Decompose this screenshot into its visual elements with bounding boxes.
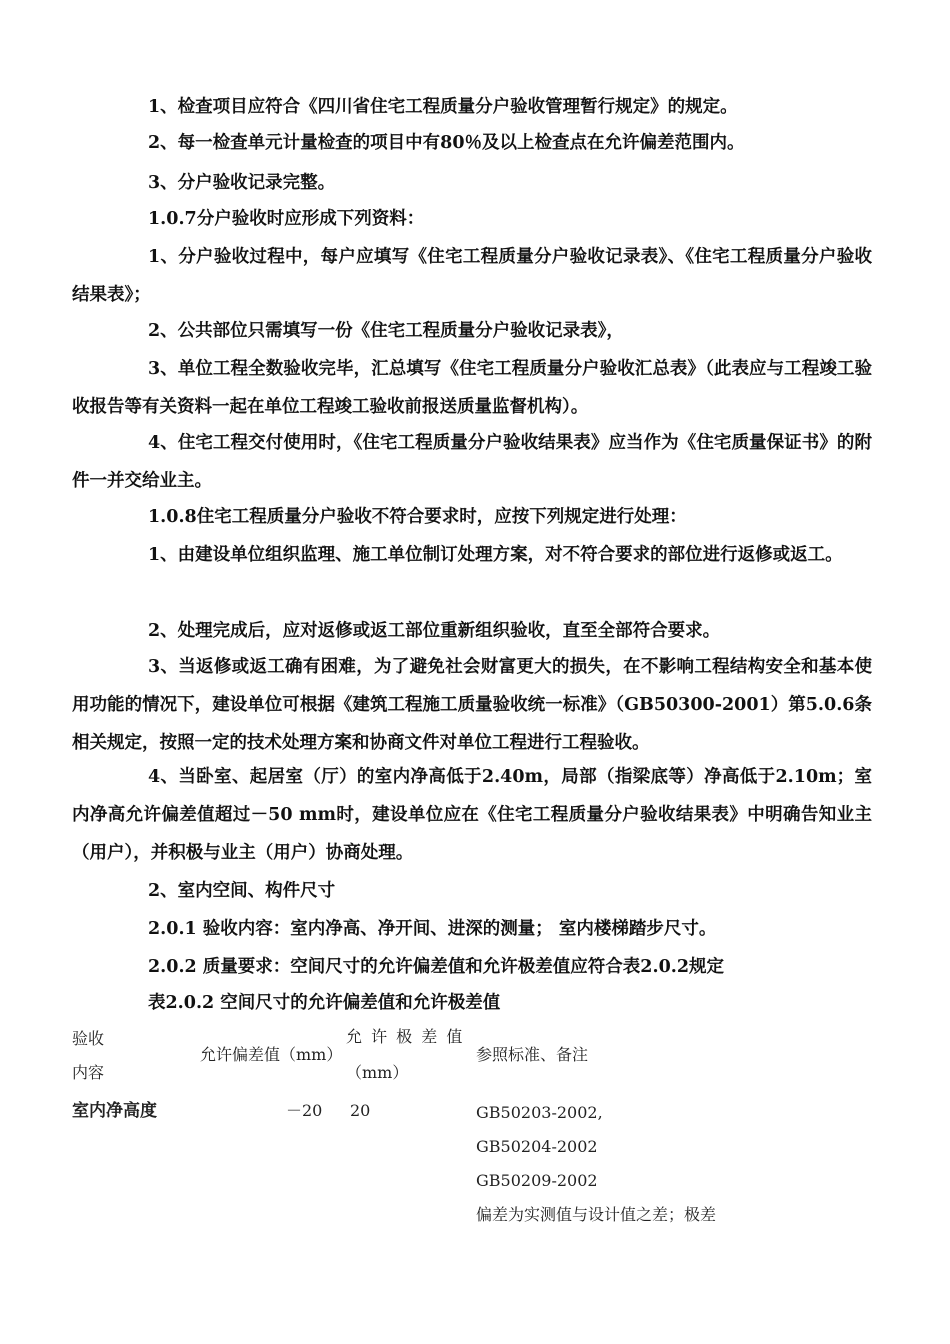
row-ref-2: GB50204-2002 [476, 1137, 598, 1156]
table-caption: 表2.0.2 空间尺寸的允许偏差值和允许极差值 [148, 993, 501, 1013]
paragraph: 2、每一检查单元计量检查的项目中有80％及以上检查点在允许偏差范围内。 [148, 133, 745, 153]
paragraph: 2、公共部位只需填写一份《住宅工程质量分户验收记录表》， [148, 321, 624, 341]
header-item-line1: 验收 [72, 1029, 105, 1048]
row-ref-3: GB50209-2002 [476, 1171, 598, 1190]
header-deviation: 允许偏差值（mm） [200, 1045, 343, 1064]
paragraph: 4、当卧室、起居室（厅）的室内净高低于2.40m，局部（指梁底等）净高低于2.10m；室内净高允许偏差值超过－50 mm时，建设单位应在《住宅工程质量分户验收结果表》中明确告知业主（用户），并积极与业主（用户）协商处理。 [72, 767, 872, 863]
section-heading: 1.0.7分户验收时应形成下列资料： [148, 209, 425, 229]
section-heading: 1.0.8住宅工程质量分户验收不符合要求时，应按下列规定进行处理： [148, 507, 687, 527]
paragraph: 2.0.2 质量要求：空间尺寸的允许偏差值和允许极差值应符合表2.0.2规定 [148, 957, 725, 977]
paragraph: 2、处理完成后，应对返修或返工部位重新组织验收，直至全部符合要求。 [148, 621, 721, 641]
paragraph: 3、当返修或返工确有困难，为了避免社会财富更大的损失，在不影响工程结构安全和基本使用功能的情况下，建设单位可根据《建筑工程施工质量验收统一标准》（GB50300-2001）第5.0.6条相关规定，按照一定的技术处理方案和协商文件对单位工程进行工程验收。 [72, 657, 872, 753]
paragraph: 3、分户验收记录完整。 [148, 173, 336, 193]
header-range-line2: （mm） [346, 1063, 409, 1082]
paragraph: 1、检查项目应符合《四川省住宅工程质量分户验收管理暂行规定》的规定。 [148, 97, 738, 117]
row-deviation: －20 [286, 1101, 323, 1120]
row-note: 偏差为实测值与设计值之差；极差 [476, 1205, 717, 1224]
row-range: 20 [350, 1101, 371, 1120]
paragraph: 2.0.1 验收内容：室内净高、净开间、进深的测量； 室内楼梯踏步尺寸。 [148, 919, 717, 939]
row-ref-1: GB50203-2002, [476, 1103, 603, 1122]
header-item-line2: 内容 [72, 1063, 105, 1082]
paragraph: 3、单位工程全数验收完毕，汇总填写《住宅工程质量分户验收汇总表》（此表应与工程竣工验收报告等有关资料一起在单位工程竣工验收前报送质量监督机构）。 [72, 359, 872, 417]
paragraph: 1、分户验收过程中，每户应填写《住宅工程质量分户验收记录表》、《住宅工程质量分户验收结果表》； [72, 247, 872, 305]
paragraph: 4、住宅工程交付使用时，《住宅工程质量分户验收结果表》应当作为《住宅质量保证书》的附件一并交给业主。 [72, 433, 872, 491]
section-heading: 2、室内空间、构件尺寸 [148, 881, 336, 901]
paragraph: 1、由建设单位组织监理、施工单位制订处理方案，对不符合要求的部位进行返修或返工。 [148, 545, 843, 565]
row-item: 室内净高度 [72, 1101, 157, 1121]
header-range-line1: 允 许 极 差 值 [346, 1027, 465, 1046]
header-reference: 参照标准、备注 [476, 1045, 589, 1064]
